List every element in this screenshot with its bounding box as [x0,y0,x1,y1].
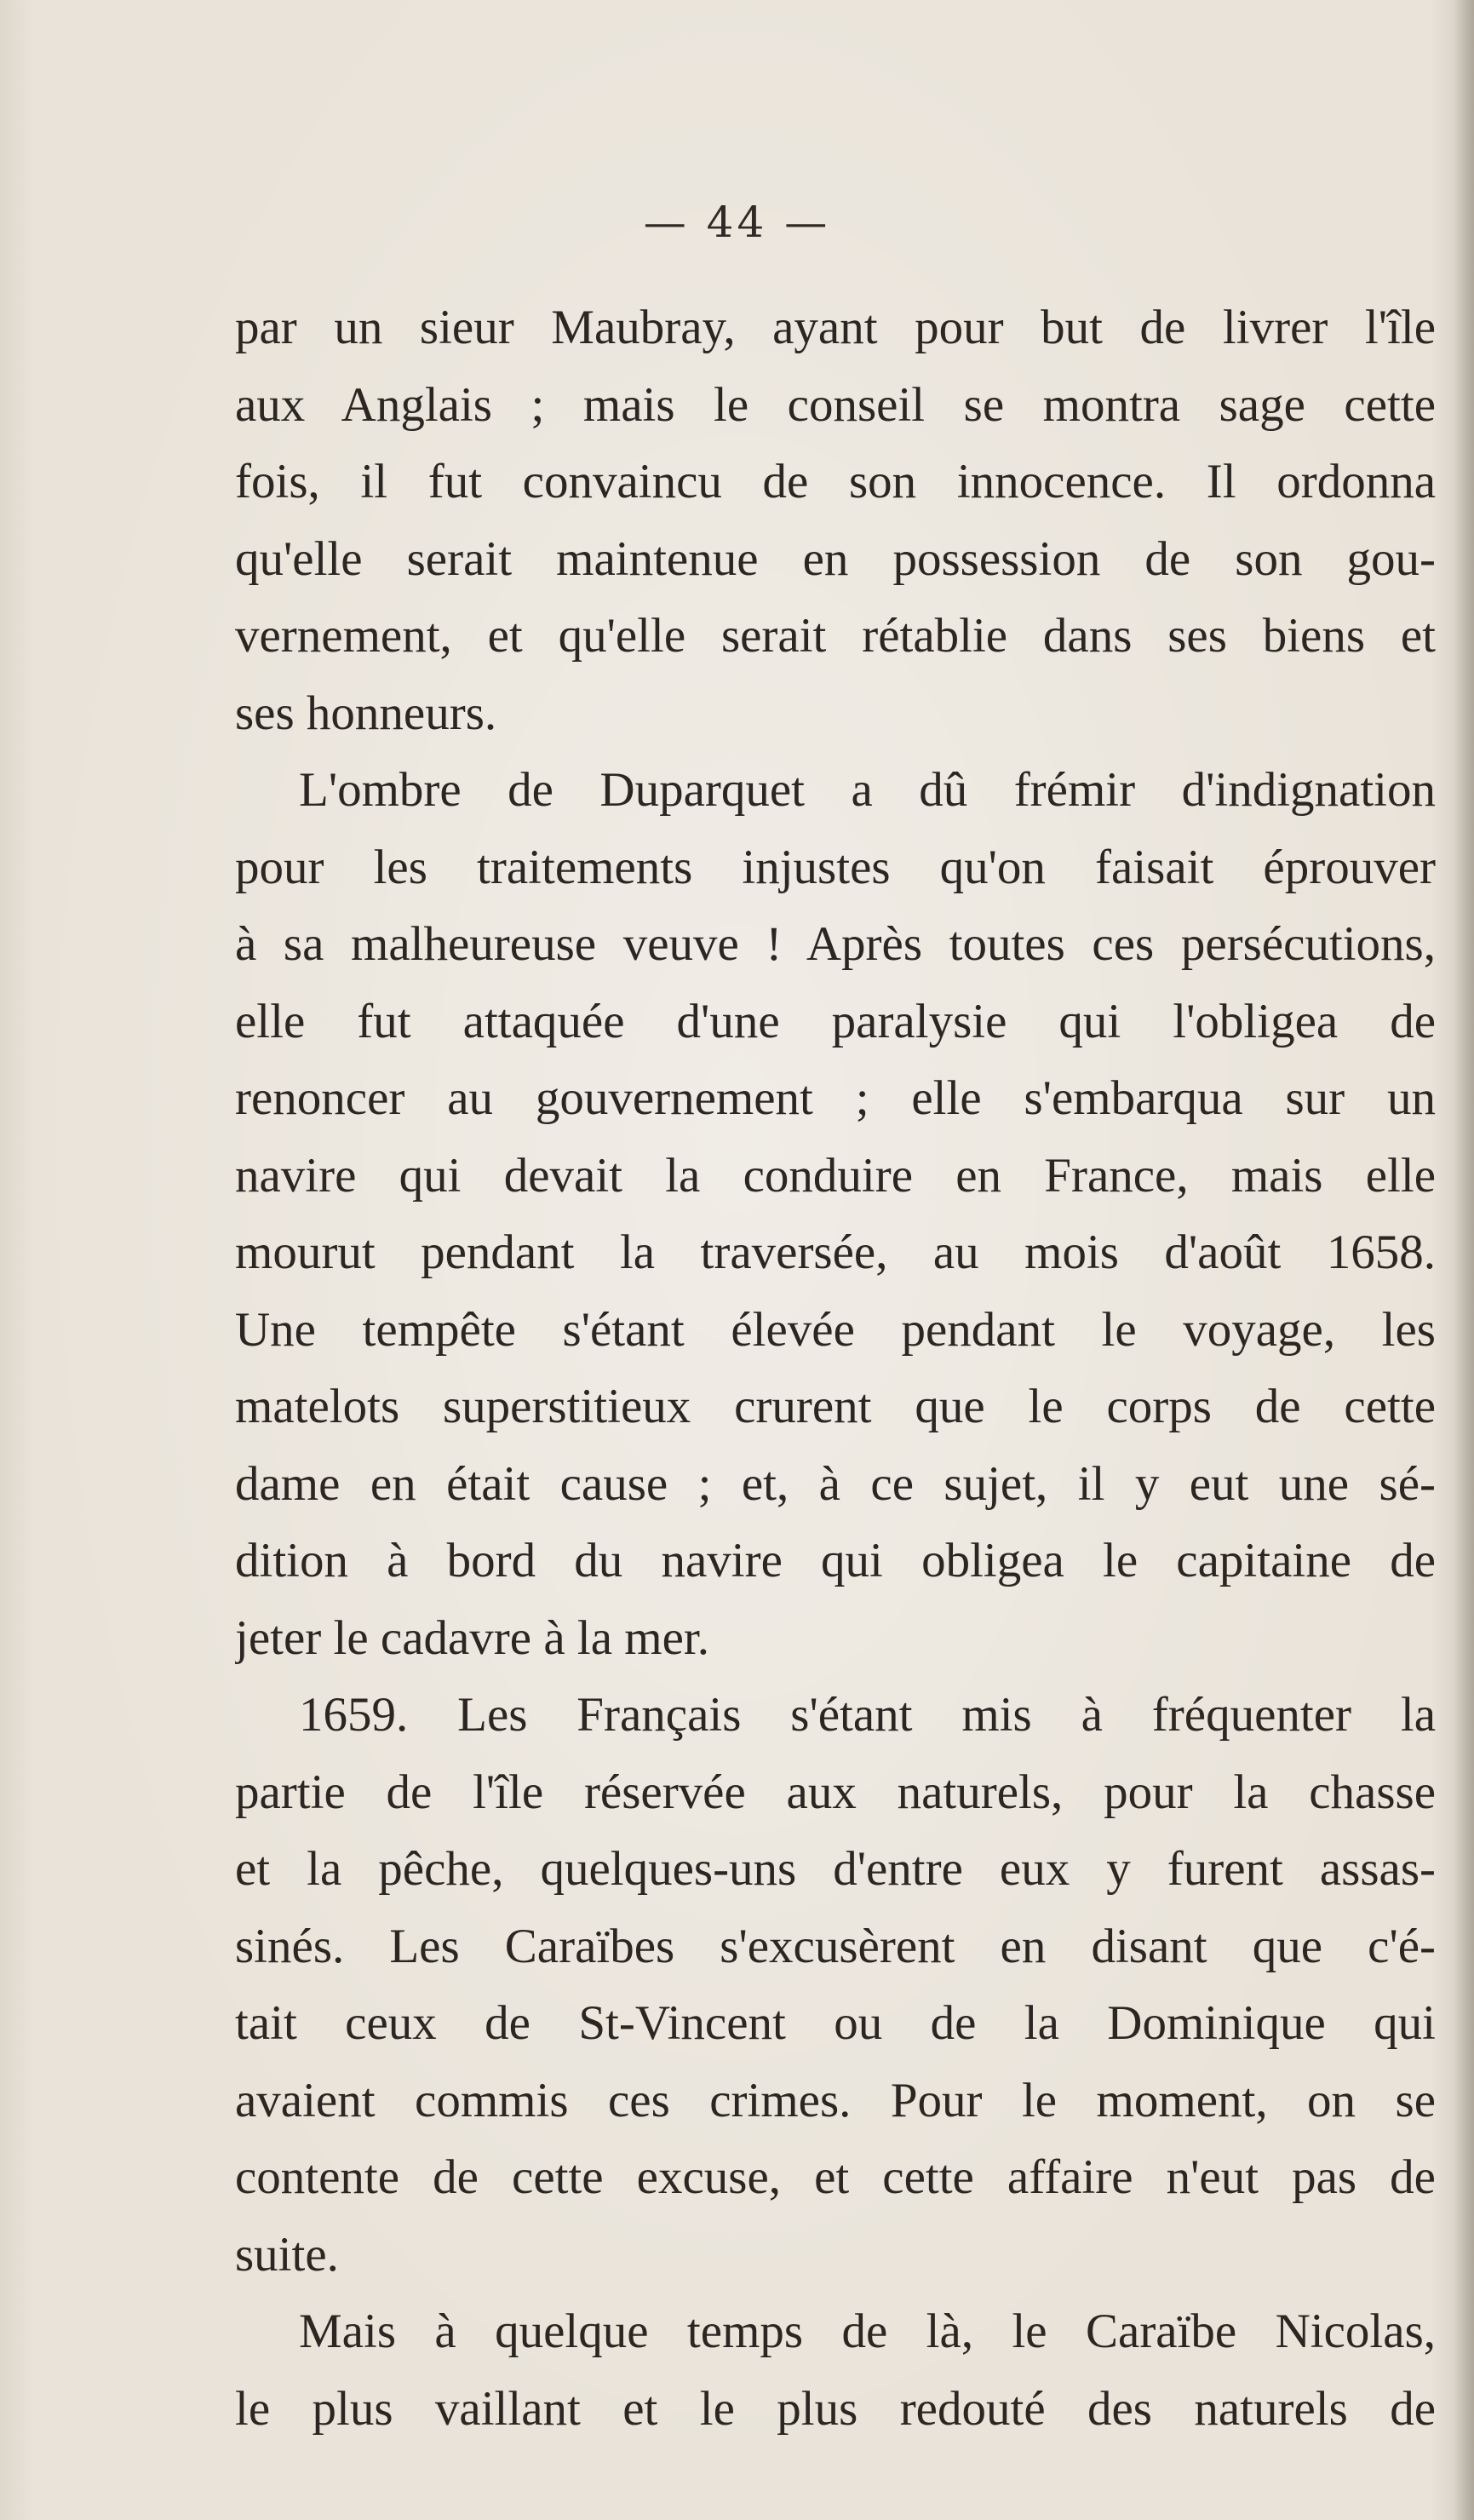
text-line: Une tempête s'étant élevée pendant le voyage, les [235,1302,1436,1357]
text-line: ses honneurs. [235,686,497,740]
text-line: avaient commis ces crimes. Pour le moment, on se [235,2073,1436,2127]
text-line: matelots superstitieux crurent que le corps de cette [235,1380,1436,1433]
text-line: par un sieur Maubray, ayant pour but de livrer l'île [235,301,1436,354]
text-line: mourut pendant la traversée, au mois d'août 1658. [235,1226,1436,1279]
text-line: pour les traitements injustes qu'on faisait éprouver [235,840,1436,894]
text-line: renoncer au gouvernement ; elle s'embarqua sur un [235,1071,1436,1125]
text-line: partie de l'île réservée aux naturels, pour la chasse [235,1765,1436,1819]
text-line: elle fut attaquée d'une paralysie qui l'obligea de [235,994,1436,1048]
text-line: navire qui devait la conduire en France, mais elle [235,1148,1436,1203]
body-text [235,290,1436,2448]
text-line: jeter le cadavre à la mer. [235,1610,709,1665]
text-line: à sa malheureuse veuve ! Après toutes ces persécutions, [235,917,1436,971]
page-edge-shadow [1454,0,1474,2520]
text-line: fois, il fut convaincu de son innocence. Il ordonna [235,455,1436,508]
text-line: contente de cette excuse, et cette affaire n'eut pas de [235,2150,1436,2204]
text-line: L'ombre de Duparquet a dû frémir d'indignation [299,763,1436,817]
text-line: dame en était cause ; et, à ce sujet, il y eut une sé- [235,1456,1436,1511]
text-line: suite. [235,2227,339,2282]
text-line: et la pêche, quelques-uns d'entre eux y furent assas- [235,1842,1436,1896]
text-line: sinés. Les Caraïbes s'excusèrent en disant que c'é- [235,1919,1436,1973]
text-line: dition à bord du navire qui obligea le capitaine de [235,1534,1436,1587]
text-line: 1659. Les Français s'étant mis à fréquenter la [299,1688,1436,1742]
page-number: — 44 — [643,198,831,247]
text-line: qu'elle serait maintenue en possession de son gou- [235,531,1436,586]
text-line: aux Anglais ; mais le conseil se montra sage cette [235,377,1436,432]
text-line: le plus vaillant et le plus redouté des naturels de [235,2381,1436,2436]
text-line: tait ceux de St-Vincent ou de la Dominique qui [235,1996,1436,2050]
text-line: vernement, et qu'elle serait rétablie dans ses biens et [235,609,1436,663]
text-line: Mais à quelque temps de là, le Caraïbe Nicolas, [299,2305,1436,2358]
